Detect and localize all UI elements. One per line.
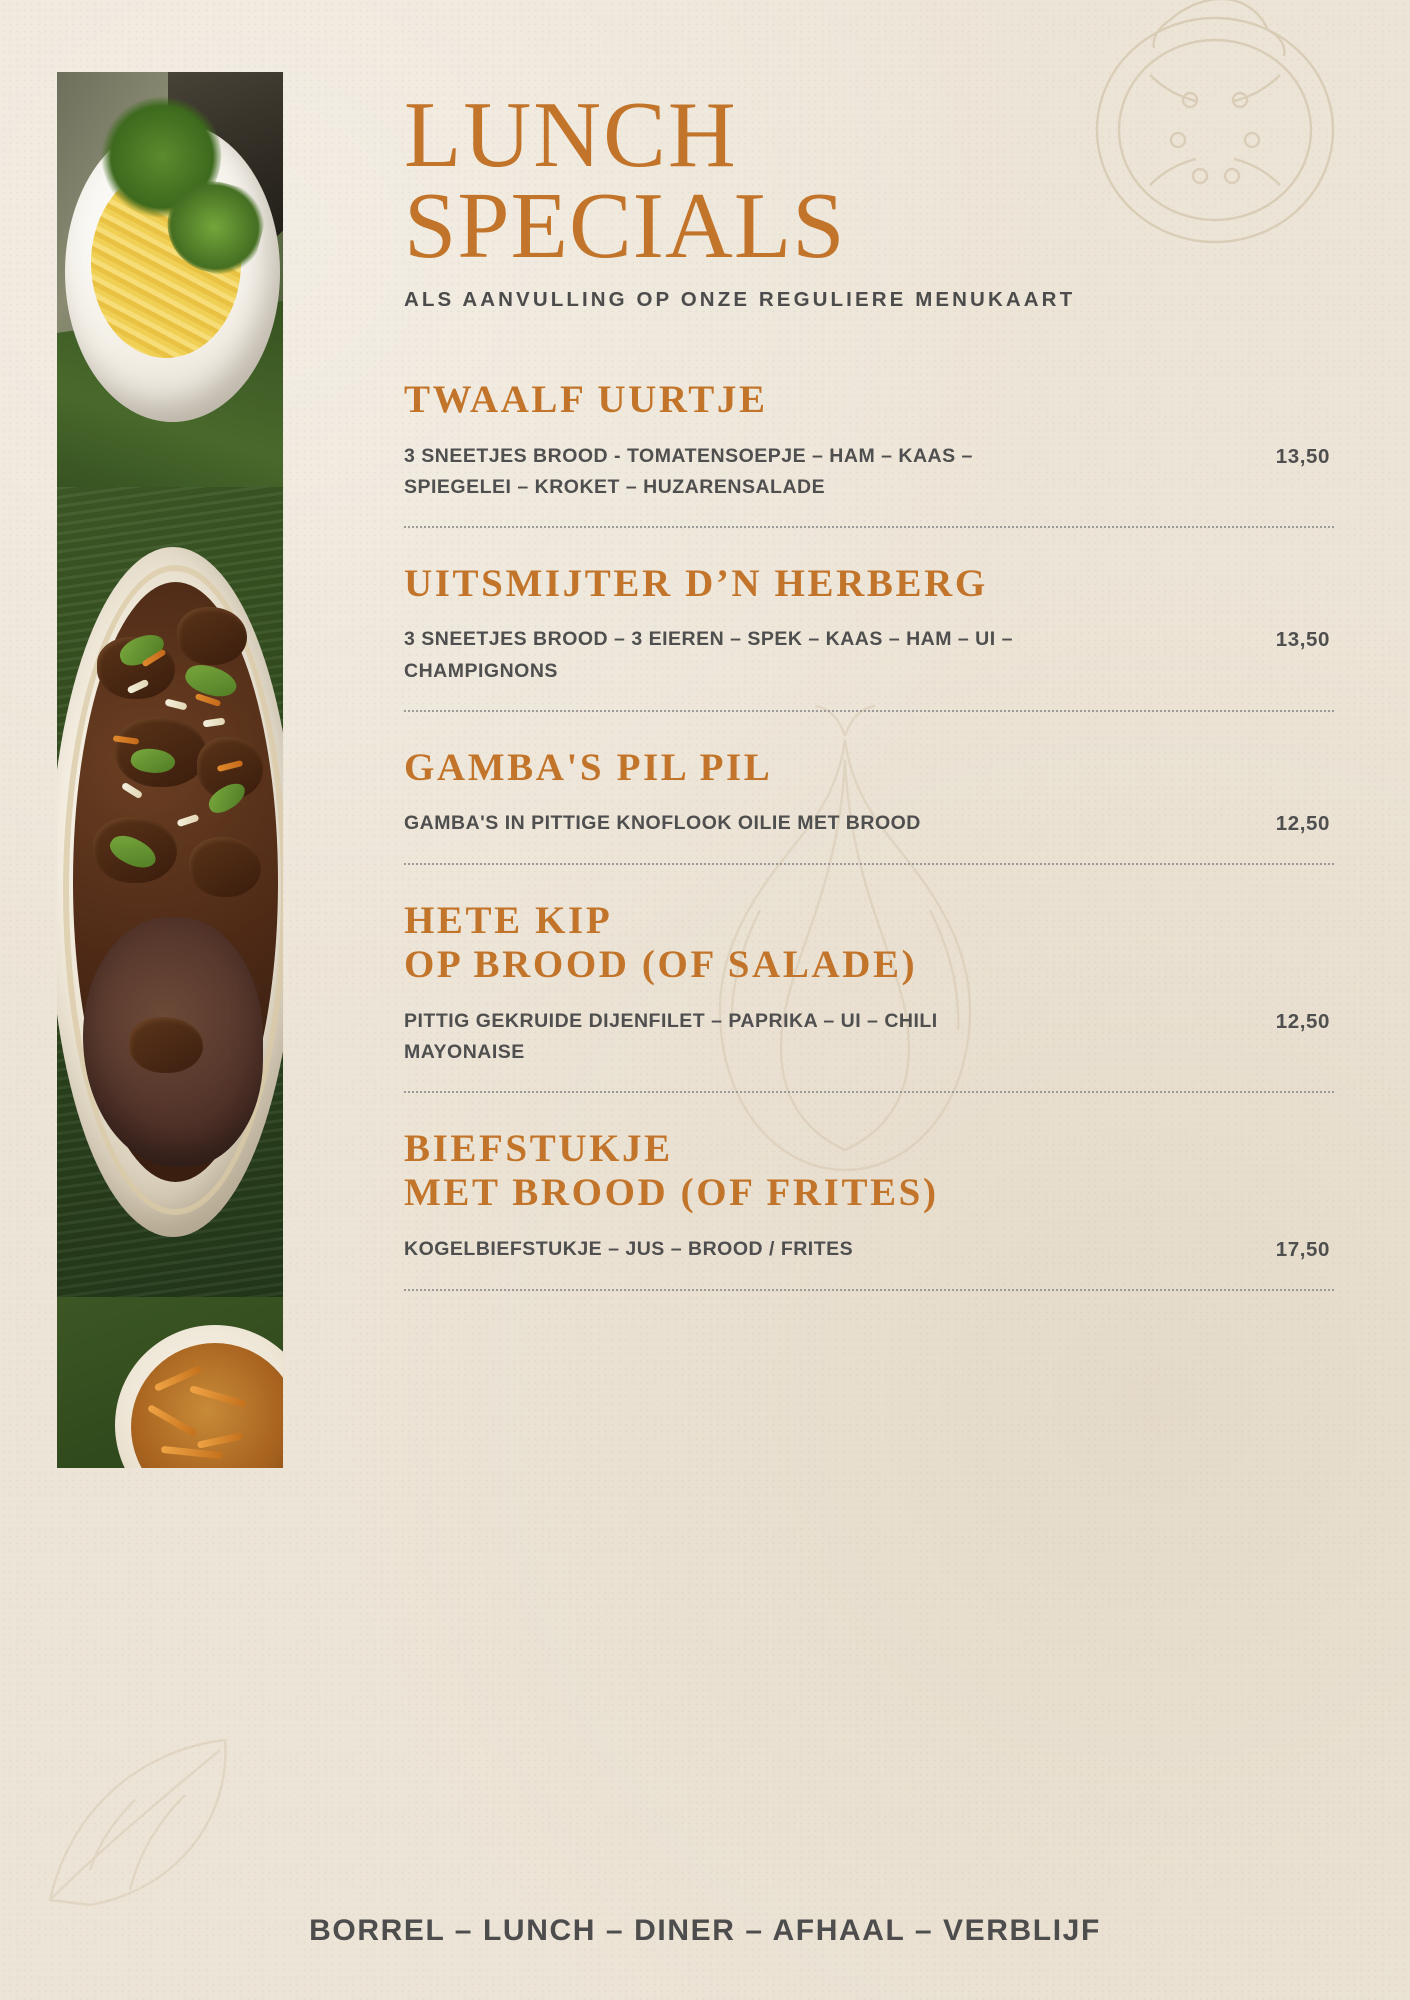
- menu-item-title: HETE KIP: [404, 898, 613, 942]
- footer-text: BORREL – LUNCH – DINER – AFHAAL – VERBLIJF: [309, 1914, 1101, 1947]
- menu-item-description: 3 SNEETJES BROOD – 3 EIEREN – SPEK – KAAS – HAM – UI – CHAMPIGNONS: [404, 628, 1013, 682]
- menu-item: [404, 899, 1334, 1093]
- menu-item: [404, 1127, 1334, 1291]
- menu-item-title-line-2: OP BROOD (OF SALADE): [404, 943, 918, 987]
- title-block: [404, 83, 1334, 312]
- menu-item: [404, 378, 1334, 528]
- photo-beef-stew-bowl: [57, 487, 283, 1297]
- menu-divider: [404, 863, 1334, 865]
- menu-item-title: TWAALF UURTJE: [404, 378, 768, 422]
- menu-item-price: 12,50: [1275, 1009, 1330, 1033]
- page-subtitle: ALS AANVULLING OP ONZE REGULIERE MENUKAART: [404, 288, 1076, 312]
- menu-content: [404, 83, 1334, 1291]
- menu-item-title: UITSMIJTER D’N HERBERG: [404, 561, 988, 605]
- menu-divider: [404, 710, 1334, 712]
- menu-item-title: BIEFSTUKJE: [404, 1126, 673, 1170]
- photo-crispy-onion-bowl: [57, 1297, 283, 1468]
- menu-list: [404, 378, 1334, 1290]
- leaf-illustration: [30, 1720, 240, 1920]
- page-title-line-2: SPECIALS: [404, 174, 846, 279]
- menu-item-description: PITTIG GEKRUIDE DIJENFILET – PAPRIKA – UI – CHILI MAYONAISE: [404, 1009, 938, 1064]
- page-title-line-1: LUNCH: [404, 83, 738, 187]
- photo-strip: [57, 72, 283, 1468]
- menu-item-title-line-2: MET BROOD (OF FRITES): [404, 1171, 939, 1215]
- menu-item-price: 12,50: [1275, 812, 1330, 836]
- photo-noodle-bowl: [57, 72, 283, 487]
- menu-item-price: 13,50: [1275, 444, 1330, 468]
- menu-item-description: 3 SNEETJES BROOD - TOMATENSOEPJE – HAM – KAAS – SPIEGELEI – KROKET – HUZARENSALADE: [404, 444, 973, 499]
- menu-item-description: KOGELBIEFSTUKJE – JUS – BROOD / FRITES: [404, 1237, 854, 1260]
- menu-divider: [404, 1289, 1334, 1291]
- menu-divider: [404, 1091, 1334, 1093]
- menu-divider: [404, 526, 1334, 528]
- menu-item-description: GAMBA'S IN PITTIGE KNOFLOOK OILIE MET BROOD: [404, 812, 921, 835]
- menu-item-price: 13,50: [1275, 628, 1330, 652]
- menu-item: [404, 562, 1334, 712]
- menu-item-price: 17,50: [1275, 1237, 1330, 1261]
- menu-item: [404, 746, 1334, 865]
- menu-item-title: GAMBA'S PIL PIL: [404, 745, 773, 789]
